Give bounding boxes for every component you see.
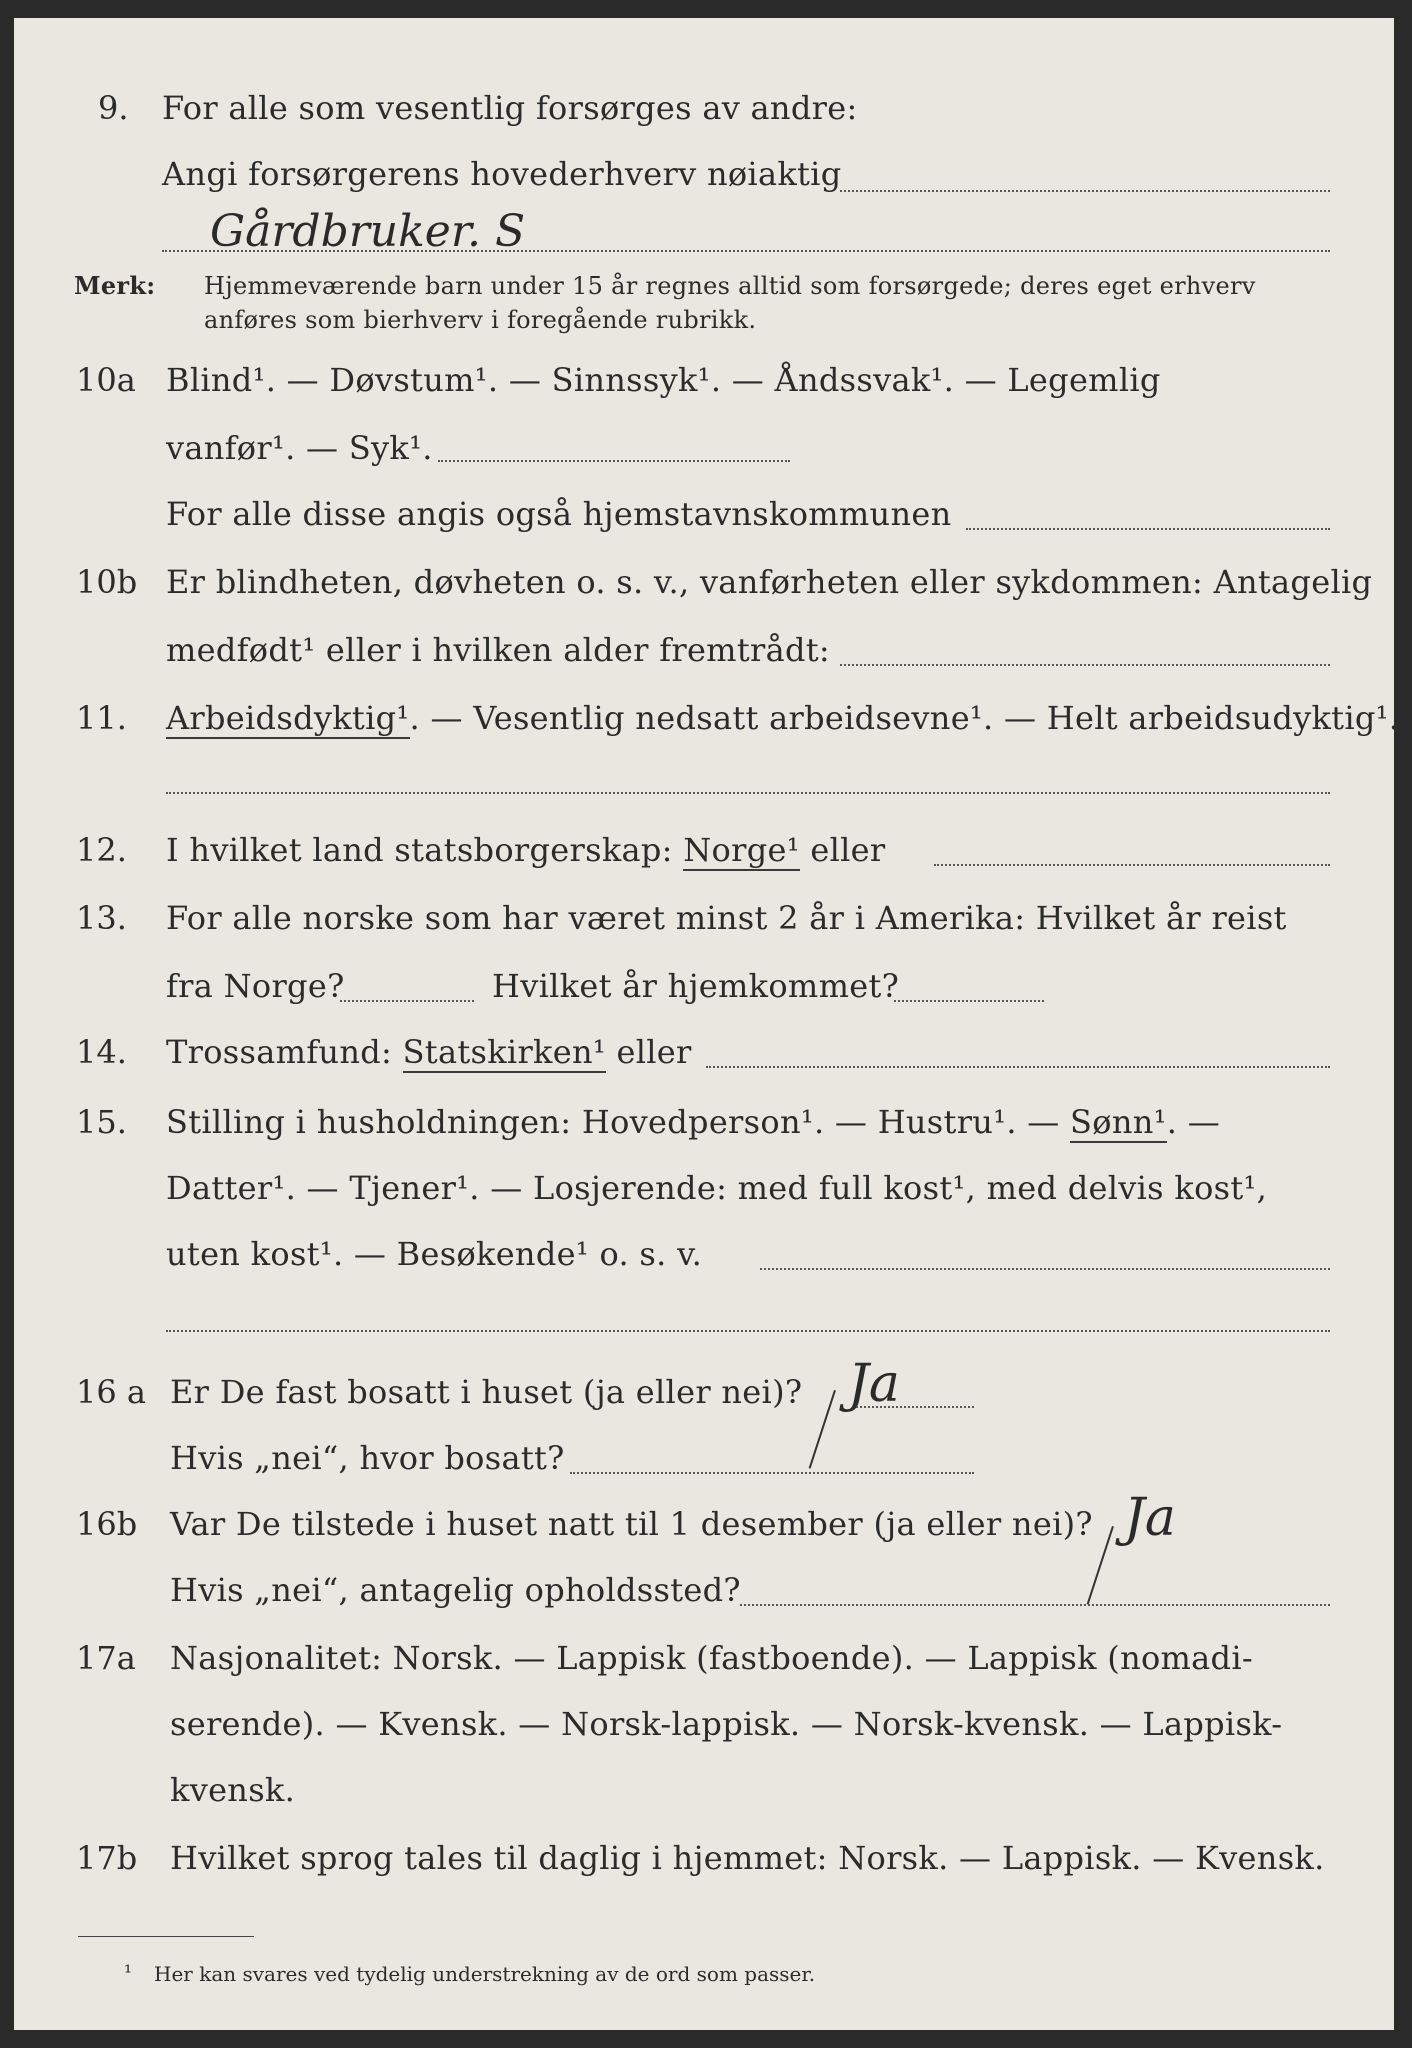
q16b-whereabouts-line[interactable] [740,1604,1330,1606]
q16a-handwritten-answer: Ja [848,1354,900,1414]
question-number-11: 11. [76,699,127,737]
footnote-text: Her kan svares ved tydelig understrekning av de ord som passer. [154,1962,816,1986]
q17a-options-line3: kvensk. [170,1771,296,1809]
census-form-page [14,18,1400,2030]
q13-return-year-line[interactable] [894,1000,1044,1002]
q10a-options-line2: vanfør¹. — Syk¹. [166,429,433,467]
q16b-text-line1: Var De tilstede i huset natt til 1 desember (ja eller nei)? [170,1505,1093,1543]
footnote-mark: ¹ [124,1960,133,1984]
q16b-text-line2: Hvis „nei“, antagelig opholdssted? [170,1571,741,1609]
question-number-16b: 16b [76,1505,138,1543]
q12-answer-line[interactable] [934,864,1330,866]
merk-text-line2: anføres som bierhverv i foregående rubrikk. [204,306,757,334]
question-number-13: 13. [76,899,127,937]
q16a-residence-line[interactable] [570,1472,974,1474]
q12-text [166,830,886,870]
q13-text-line2b: Hvilket år hjemkommet? [492,967,900,1005]
q9-answer-line-1[interactable] [840,190,1330,192]
q16a-pen-stroke [809,1390,836,1469]
q9-answer-line-2[interactable] [162,250,1330,252]
q11-options-rest: . — Vesentlig nedsatt arbeidsevne¹. — Helt arbeidsudyktig¹. [409,699,1400,737]
q15-options-line2: Datter¹. — Tjener¹. — Losjerende: med full kost¹, med delvis kost¹, [166,1169,1268,1207]
question-number-17b: 17b [76,1839,138,1877]
q15-option-sonn-selected[interactable]: Sønn¹ [1070,1103,1167,1141]
q12-option-norge-selected[interactable]: Norge¹ [683,831,800,869]
question-number-16a: 16 a [76,1373,146,1411]
q11-options [166,698,1399,738]
q15-text-line1 [166,1102,1220,1142]
q10b-text-line2: medfødt¹ eller i hvilken alder fremtrådt: [166,631,830,669]
q11-option-arbeidsdyktig-selected[interactable]: Arbeidsdyktig¹ [166,699,410,737]
q17b-options-line1: Hvilket sprog tales til daglig i hjemmet: Norsk. — Lappisk. — Kvensk. [170,1839,1325,1877]
question-number-9: 9. [98,89,129,127]
q14-text-post: eller [606,1033,692,1071]
question-number-12: 12. [76,831,127,869]
question-number-10b: 10b [76,563,138,601]
q17a-options-line2: serende). — Kvensk. — Norsk-lappisk. — Norsk-kvensk. — Lappisk- [170,1705,1283,1743]
q10a-text-line3: For alle disse angis også hjemstavnskommunen [166,495,952,533]
footnote-rule [78,1936,254,1937]
q15-options-line3: uten kost¹. — Besøkende¹ o. s. v. [166,1235,703,1273]
question-number-17a: 17a [76,1639,136,1677]
q9-text-line1: For alle som vesentlig forsørges av andre: [162,89,858,127]
q16a-answer-line[interactable] [856,1406,974,1408]
question-number-10a: 10a [76,361,136,399]
q16a-text-line1: Er De fast bosatt i huset (ja eller nei)? [170,1373,803,1411]
q17a-options-line1: Nasjonalitet: Norsk. — Lappisk (fastboende). — Lappisk (nomadi- [170,1639,1253,1677]
q14-text [166,1032,692,1072]
q15-answer-line[interactable] [760,1268,1330,1270]
q14-answer-line[interactable] [706,1066,1330,1068]
question-number-15: 15. [76,1103,127,1141]
q10b-text-line1: Er blindheten, døvheten o. s. v., vanførheten eller sykdommen: Antagelig [166,563,1373,601]
q15-options-line1b: . — [1166,1103,1221,1141]
q15-answer-line-2[interactable] [166,1330,1330,1332]
q10b-answer-line[interactable] [840,664,1330,666]
merk-text-line1: Hjemmeværende barn under 15 år regnes alltid som forsørgede; deres eget erhverv [204,272,1256,300]
q10a-answer-line[interactable] [438,460,790,462]
q12-text-post: eller [799,831,886,869]
q11-answer-line[interactable] [166,792,1330,794]
question-number-14: 14. [76,1033,127,1071]
q13-departure-year-line[interactable] [340,1000,474,1002]
q10a-hjemstavn-line[interactable] [966,528,1330,530]
q9-text-line2: Angi forsørgerens hovederhverv nøiaktig [162,155,842,193]
q16a-text-line2: Hvis „nei“, hvor bosatt? [170,1439,565,1477]
q10a-options-line1: Blind¹. — Døvstum¹. — Sinnssyk¹. — Åndssvak¹. — Legemlig [166,361,1161,399]
q14-option-statskirken-selected[interactable]: Statskirken¹ [402,1033,607,1071]
q16b-handwritten-answer: Ja [1124,1488,1176,1548]
q14-text-pre: Trossamfund: [166,1033,403,1071]
q9-handwritten-answer: Gårdbruker. S [210,206,526,257]
q12-text-pre: I hvilket land statsborgerskap: [166,831,684,869]
q13-text-line1: For alle norske som har været minst 2 år i Amerika: Hvilket år reist [166,899,1287,937]
q13-text-line2a: fra Norge? [166,967,345,1005]
merk-label: Merk: [74,271,156,300]
q15-options-line1a: Stilling i husholdningen: Hovedperson¹. — Hustru¹. — [166,1103,1071,1141]
